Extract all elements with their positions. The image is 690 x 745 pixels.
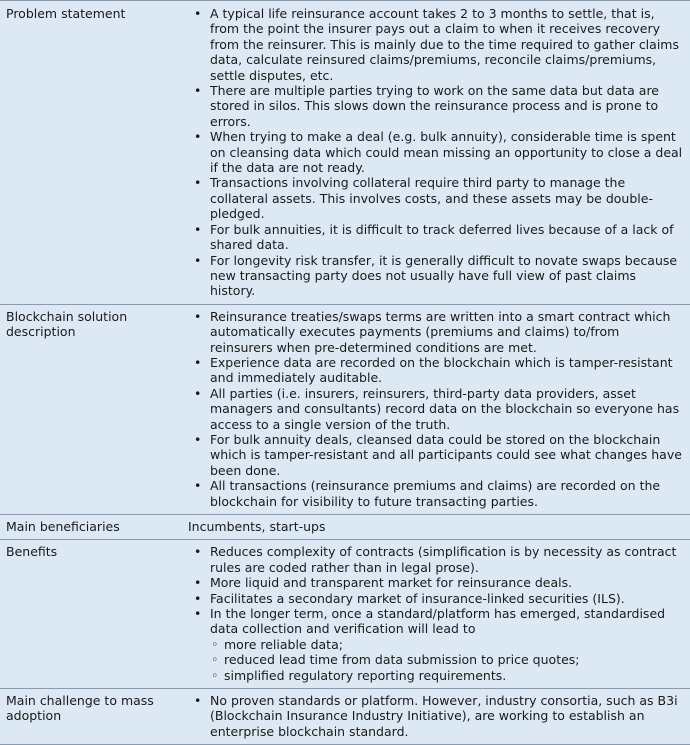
row-label: Problem statement [0,1,182,305]
list-item: • There are multiple parties trying to work on the same data but data are stored in silos. This slows down the reinsurance process and is prone to errors. [188,83,684,129]
row-content [182,304,690,514]
list-item: • Facilitates a secondary market of insurance-linked securities (ILS). [188,591,684,606]
list-item: • Reduces complexity of contracts (simplification is by necessity as contract rules are coded rather than in legal prose). [188,544,684,575]
row-content [182,689,690,745]
list-item: • More liquid and transparent market for reinsurance deals. [188,575,684,590]
bullet-list [188,544,684,683]
list-item: • Reinsurance treaties/swaps terms are written into a smart contract which automatically executes payments (premiums and claims) to/from reinsurers when pre-determined conditions are met. [188,309,684,355]
bullet-list [188,693,684,739]
list-item: • All transactions (reinsurance premiums and claims) are recorded on the blockchain for visibility to future transacting parties. [188,478,684,509]
sub-list-item: ◦ simplified regulatory reporting requirements. [210,668,684,683]
beneficiaries-text: Incumbents, start-ups [188,519,326,534]
row-content [182,1,690,305]
list-item: • Experience data are recorded on the blockchain which is tamper-resistant and immediately auditable. [188,355,684,386]
list-item: • For bulk annuity deals, cleansed data could be stored on the blockchain which is tamper-resistant and all participants could see what changes have been done. [188,432,684,478]
row-content [182,540,690,689]
list-item: • No proven standards or platform. However, industry consortia, such as B3i (Blockchain Insurance Industry Initiative), are working to establish an enterprise blockchain standard. [188,693,684,739]
row-content [182,515,690,540]
list-item: • All parties (i.e. insurers, reinsurers, third-party data providers, asset managers and consultants) record data on the blockchain so everyone has access to a single version of the truth. [188,386,684,432]
row-benefits [0,540,690,689]
row-main-beneficiaries [0,515,690,540]
list-item: • For bulk annuities, it is difficult to track deferred lives because of a lack of shared data. [188,222,684,253]
sub-list-item: ◦ more reliable data; [210,637,684,652]
list-item: • A typical life reinsurance account takes 2 to 3 months to settle, that is, from the point the insurer pays out a claim to when it receives recovery from the reinsurer. This is mainly due to the time required to gather claims data, calculate reinsured claims/premiums, reconcile claims/premiums, settle disputes, etc. [188,6,684,83]
sub-bullet-list [210,637,684,683]
row-label: Main beneficiaries [0,515,182,540]
sub-list-item: ◦ reduced lead time from data submission to price quotes; [210,652,684,667]
list-item: • When trying to make a deal (e.g. bulk annuity), considerable time is spent on cleansing data which could mean missing an opportunity to close a deal if the data are not ready. [188,129,684,175]
bullet-list [188,6,684,299]
bullet-list [188,309,684,509]
list-item: • For longevity risk transfer, it is generally difficult to novate swaps because new transacting party does not usually have full view of past claims history. [188,253,684,299]
row-solution-description [0,304,690,514]
list-item-text: In the longer term, once a standard/platform has emerged, standardised data collection and verification will lead to [210,606,666,637]
row-label: Benefits [0,540,182,689]
row-problem-statement [0,1,690,305]
row-label: Blockchain solution description [0,304,182,514]
list-item [188,606,684,683]
row-label: Main challenge to mass adoption [0,689,182,745]
row-main-challenge [0,689,690,745]
list-item: • Transactions involving collateral require third party to manage the collateral assets. This involves costs, and these assets may be double-pledged. [188,175,684,221]
